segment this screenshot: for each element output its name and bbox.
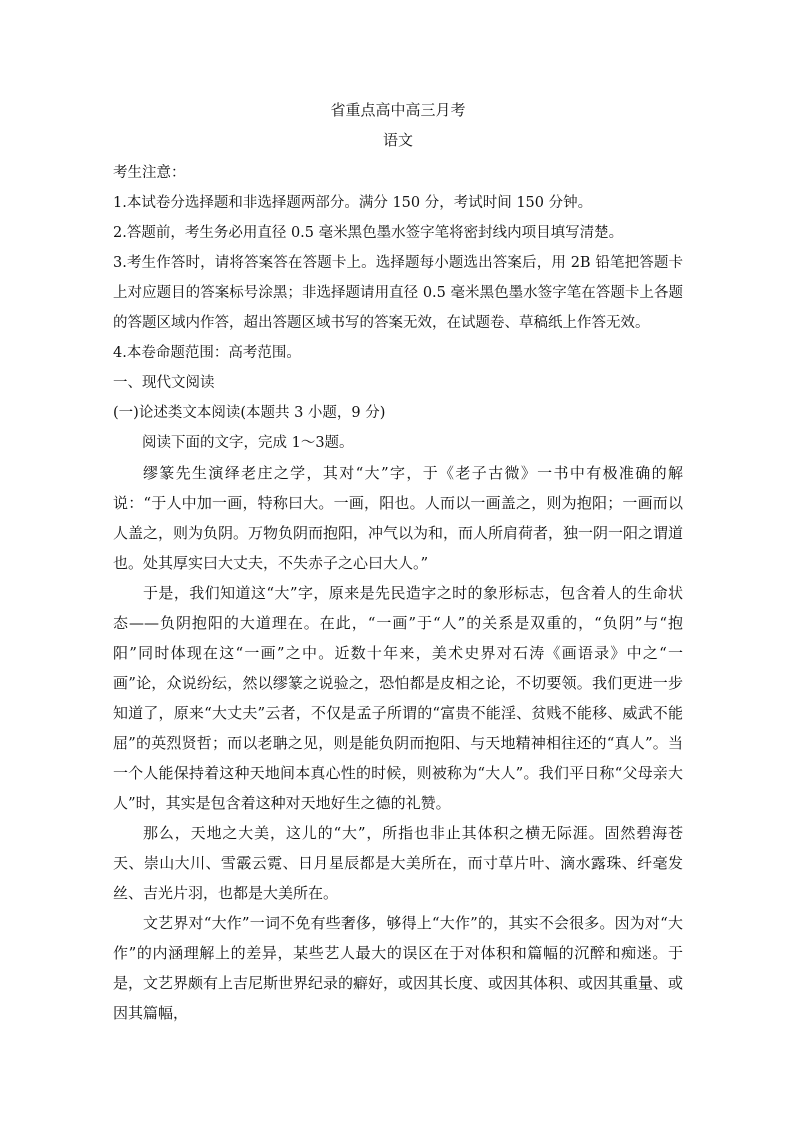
passage-paragraph: 缪篆先生演绎老庄之学，其对“大”字，于《老子古微》一书中有极准确的解说：“于人中加一画，特称曰大。一画，阳也。人而以一画盖之，则为抱阳；一画而以人盖之，则为负阴。万物负阴而抱阳，冲气以为和，而人所肩荷者，独一阴一阳之谓道也。处其厚实曰大丈夫，不失赤子之心曰大人。”: [113, 464, 684, 572]
passage-paragraph: 那么，天地之大美，这儿的“大”，所指也非止其体积之横无际涯。固然碧海苍天、崇山大川、雪霰云霓、日月星辰都是大美所在，而寸草片叶、滴水露珠、纤毫发丝、吉光片羽，也都是大美所在。: [113, 824, 683, 902]
notice-item: 3.考生作答时，请将答案答在答题卡上。选择题每小题选出答案后，用 2B 铅笔把答题卡上对应题目的答案标号涂黑；非选择题请用直径 0.5 毫米黑色墨水签字笔在答题卡上各题的答题区域内作答，超出答题区域书写的答案无效，在试题卷、草稿纸上作答无效。: [113, 255, 683, 331]
notice-block: [113, 158, 683, 368]
passage-paragraph: 文艺界对“大作”一词不免有些奢侈，够得上“大作”的，其实不会很多。因为对“大作”的内涵理解上的差异，某些艺人最大的误区在于对体积和篇幅的沉醉和痴迷。于是，文艺界颇有上吉尼斯世界纪录的癖好，或因其长度、或因其体积、或因其重量、或因其篇幅，: [113, 914, 684, 1022]
section-heading: 一、现代文阅读: [113, 375, 215, 391]
notice-item: 1.本试卷分选择题和非选择题两部分。满分 150 分，考试时间 150 分钟。: [113, 195, 593, 211]
reading-passage: [113, 458, 683, 1028]
notice-item: 2.答题前，考生务必用直径 0.5 毫米黑色墨水签字笔将密封线内项目填写清楚。: [113, 225, 624, 241]
section-subheading: (一)论述类文本阅读(本题共 3 小题，9 分): [113, 405, 386, 421]
exam-title: 省重点高中高三月考: [330, 101, 466, 119]
notice-item: 4.本卷命题范围：高考范围。: [113, 345, 301, 361]
passage-paragraph: 于是，我们知道这“大”字，原来是先民造字之时的象形标志，包含着人的生命状态——负阴抱阳的大道理在。在此，“一画”于“人”的关系是双重的，“负阴”与“抱阳”同时体现在这“一画”之中。近数十年来，美术史界对石涛《画语录》中之“一画”论，众说纷纭，然以缪篆之说验之，恐怕都是皮相之论，不切要领。我们更进一步知道了，原来“大丈夫”云者，不仅是孟子所谓的“富贵不能淫、贫贱不能移、威武不能屈”的英烈贤哲；而以老聃之见，则是能负阴而抱阳、与天地精神相往还的“真人”。当一个人能保持着这种天地间本真心性的时候，则被称为“大人”。我们平日称“父母亲大人”时，其实是包含着这种对天地好生之德的礼赞。: [113, 584, 683, 812]
exam-page: [113, 100, 683, 1028]
notice-heading: 考生注意：: [113, 165, 186, 181]
reading-instruction: 阅读下面的文字，完成 1～3题。: [142, 435, 354, 451]
subject-title: 语文: [382, 131, 413, 149]
